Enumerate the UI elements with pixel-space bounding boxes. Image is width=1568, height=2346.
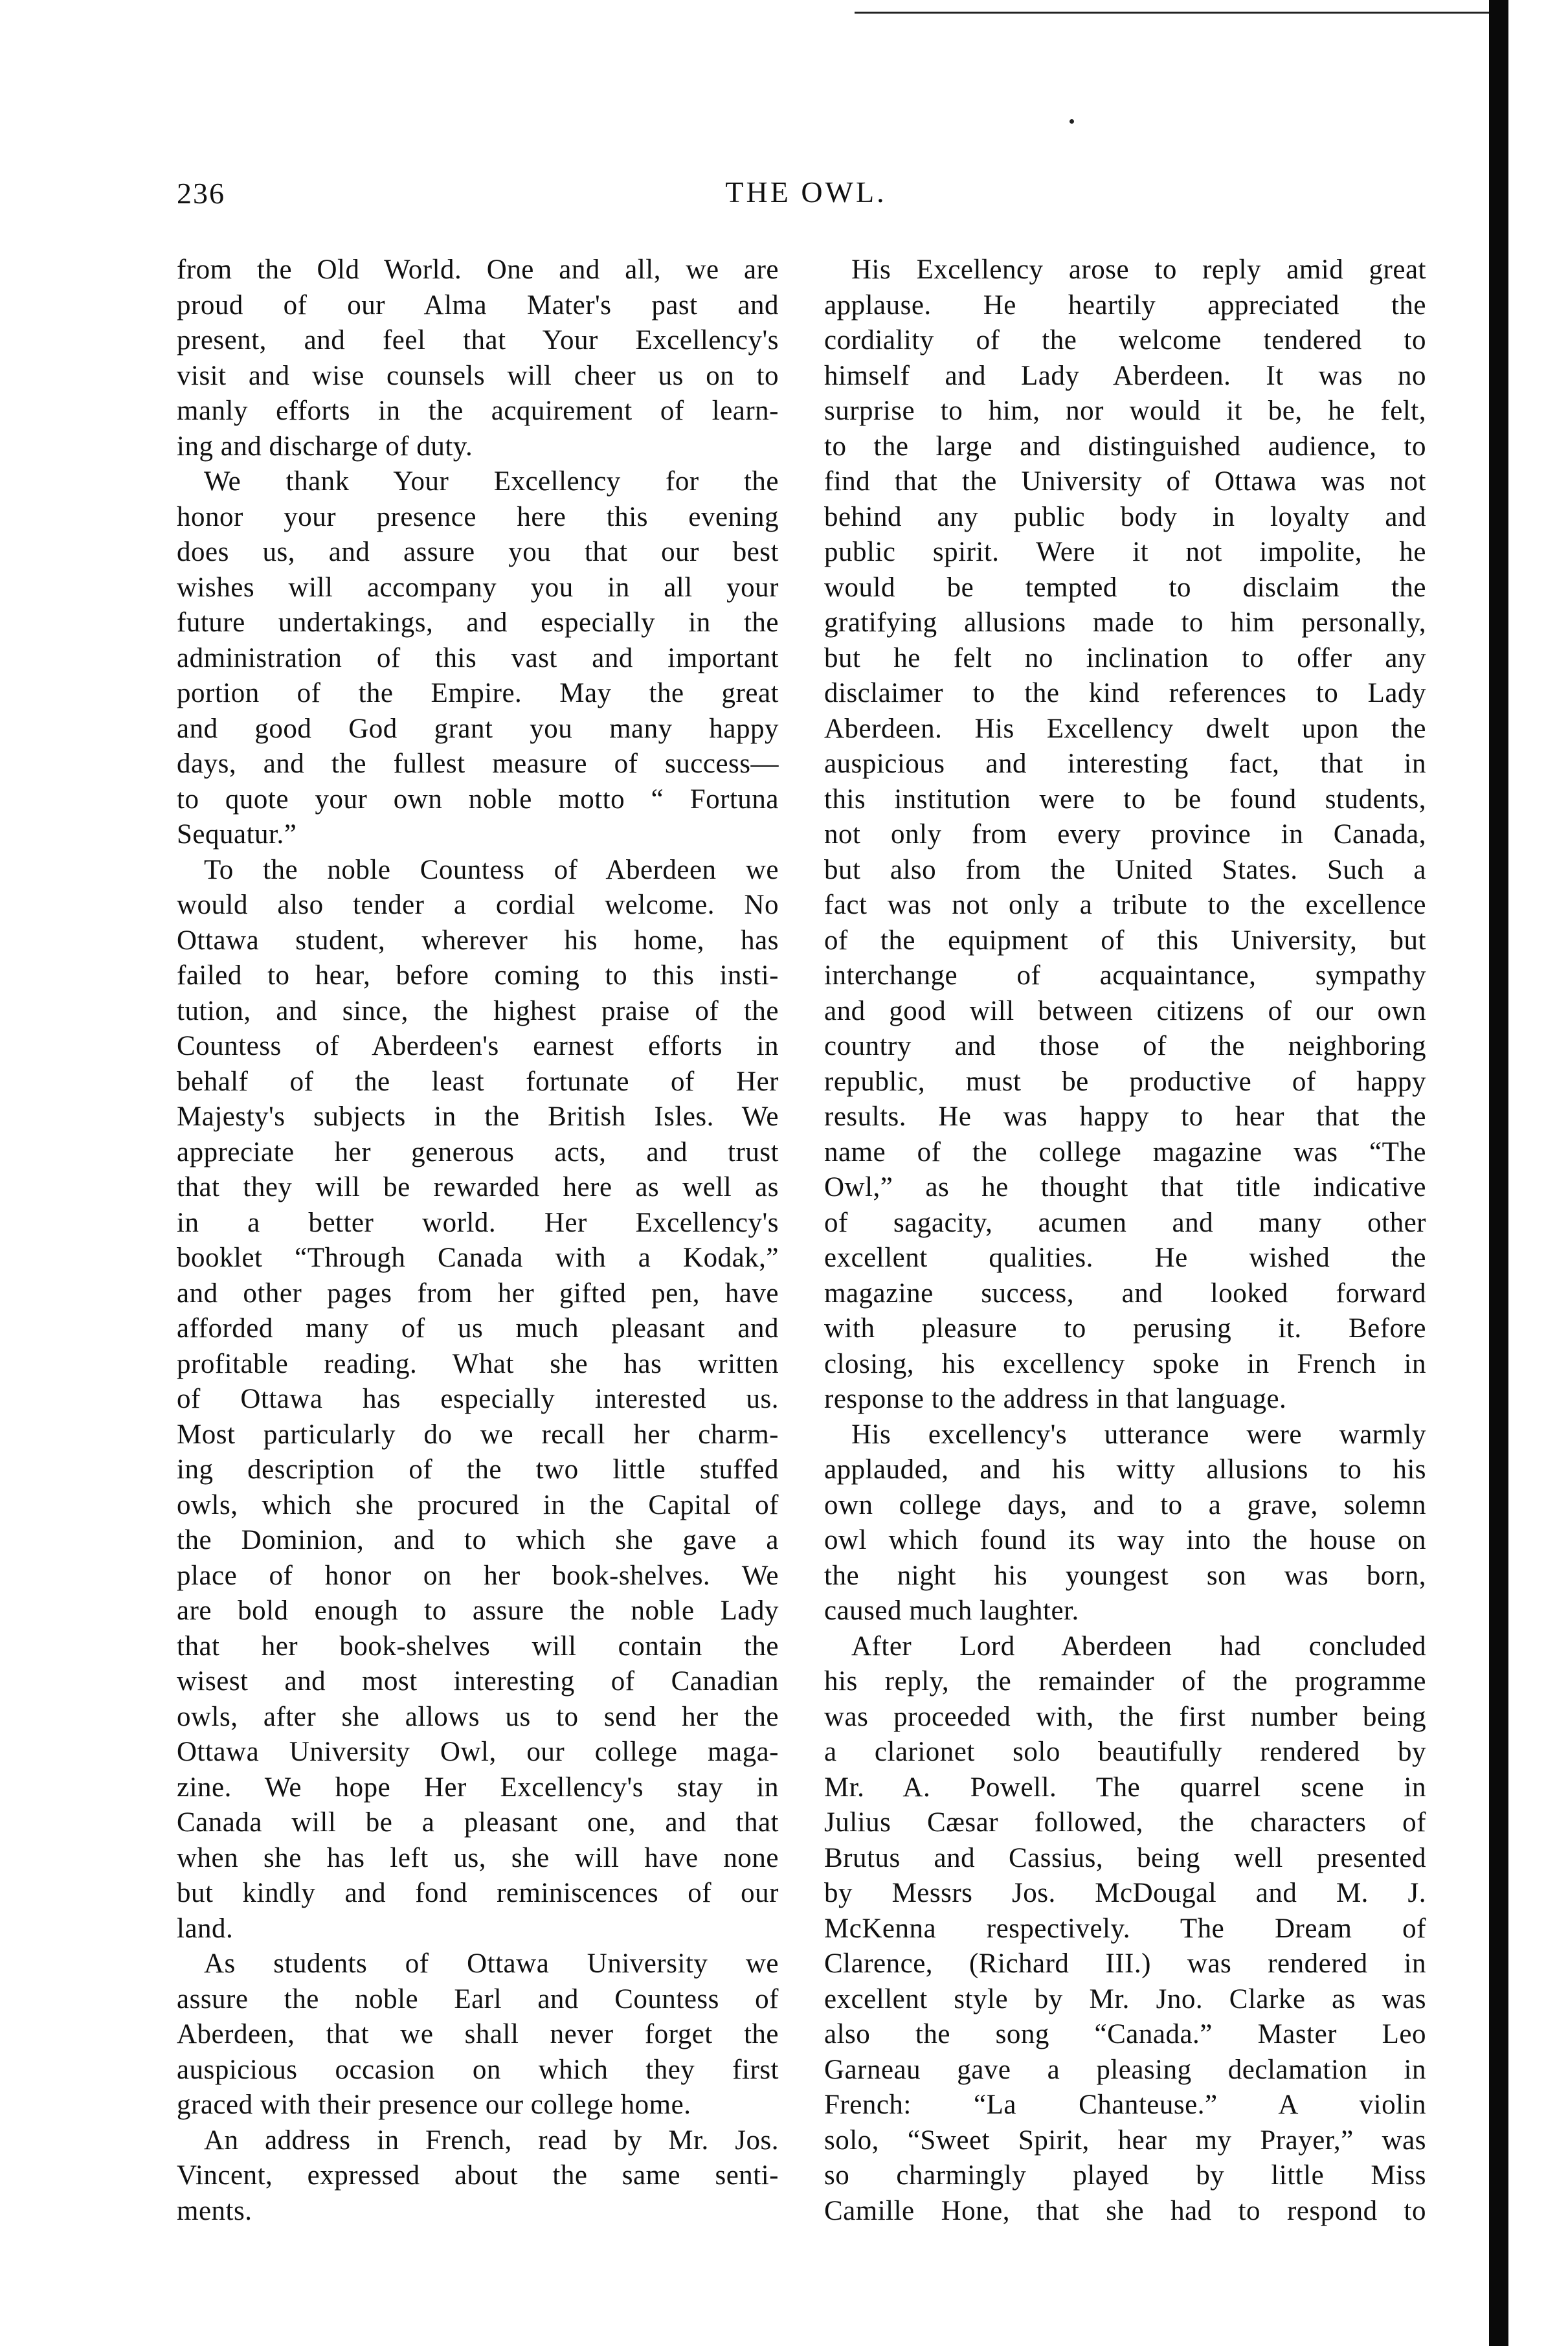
- text-line: Canada will be a pleasant one, and that: [177, 1807, 779, 1838]
- text-line: Countess of Aberdeen's earnest efforts in: [177, 1031, 779, 1061]
- text-line: administration of this vast and important: [177, 642, 779, 673]
- text-line: find that the University of Ottawa was not: [824, 466, 1426, 497]
- text-line: appreciate her generous acts, and trust: [177, 1136, 779, 1167]
- text-line: land.: [177, 1913, 234, 1944]
- text-line: own college days, and to a grave, solemn: [824, 1489, 1426, 1520]
- text-line: His Excellency arose to reply amid great: [851, 254, 1426, 285]
- text-line: of the equipment of this University, but: [824, 925, 1426, 956]
- text-line: with pleasure to perusing it. Before: [824, 1313, 1426, 1344]
- text-line: the night his youngest son was born,: [824, 1560, 1426, 1591]
- text-line: Camille Hone, that she had to respond to: [824, 2195, 1426, 2226]
- text-line: ing and discharge of duty.: [177, 431, 473, 462]
- text-line: name of the college magazine was “The: [824, 1136, 1426, 1167]
- text-line: Owl,” as he thought that title indicative: [824, 1172, 1426, 1202]
- text-line: his reply, the remainder of the programme: [824, 1666, 1426, 1697]
- text-line: graced with their presence our college home.: [177, 2090, 691, 2120]
- text-line: and good God grant you many happy: [177, 713, 779, 744]
- text-line: An address in French, read by Mr. Jos.: [204, 2125, 779, 2156]
- text-line: interchange of acquaintance, sympathy: [824, 960, 1426, 991]
- text-line: a clarionet solo beautifully rendered by: [824, 1737, 1426, 1767]
- text-line: and good will between citizens of our own: [824, 995, 1426, 1026]
- text-line: auspicious occasion on which they first: [177, 2054, 779, 2085]
- text-line: Garneau gave a pleasing declamation in: [824, 2054, 1426, 2085]
- text-line: excellent qualities. He wished the: [824, 1243, 1426, 1273]
- text-line: After Lord Aberdeen had concluded: [851, 1630, 1426, 1662]
- text-line: profitable reading. What she has written: [177, 1348, 779, 1379]
- running-head: THE OWL.: [725, 175, 887, 209]
- text-line: owls, which she procured in the Capital of: [177, 1489, 779, 1520]
- text-line: also the song “Canada.” Master Leo: [824, 2019, 1426, 2049]
- text-line: present, and feel that Your Excellency's: [177, 325, 779, 355]
- text-line: McKenna respectively. The Dream of: [824, 1913, 1426, 1944]
- text-line: the Dominion, and to which she gave a: [177, 1525, 779, 1555]
- text-line: Majesty's subjects in the British Isles. We: [177, 1101, 779, 1132]
- text-line: country and those of the neighboring: [824, 1031, 1426, 1061]
- text-line: assure the noble Earl and Countess of: [177, 1983, 779, 2014]
- text-line: to the large and distinguished audience, to: [824, 431, 1426, 462]
- text-line: not only from every province in Canada,: [824, 819, 1426, 850]
- text-line: of Ottawa has especially interested us.: [177, 1384, 779, 1414]
- text-line: proud of our Alma Mater's past and: [177, 289, 779, 321]
- text-line: was proceeded with, the first number being: [824, 1701, 1426, 1732]
- text-line: applauded, and his witty allusions to his: [824, 1454, 1426, 1485]
- text-line: public spirit. Were it not impolite, he: [824, 537, 1426, 567]
- text-line: applause. He heartily appreciated the: [824, 289, 1426, 321]
- text-line: We thank Your Excellency for the: [204, 466, 779, 497]
- text-line: visit and wise counsels will cheer us on to: [177, 360, 779, 391]
- text-line: wishes will accompany you in all your: [177, 572, 779, 603]
- text-line: Aberdeen. His Excellency dwelt upon the: [824, 713, 1426, 744]
- text-line: this institution were to be found students,: [824, 784, 1426, 815]
- scan-binding-shadow: [1489, 0, 1508, 2346]
- text-line: solo, “Sweet Spirit, hear my Prayer,” was: [824, 2125, 1426, 2156]
- text-line: but he felt no inclination to offer any: [824, 642, 1426, 673]
- text-line: does us, and assure you that our best: [177, 537, 779, 567]
- text-line: auspicious and interesting fact, that in: [824, 749, 1426, 779]
- text-line: are bold enough to assure the noble Lady: [177, 1596, 779, 1626]
- text-line: so charmingly played by little Miss: [824, 2160, 1426, 2191]
- paragraph: [177, 2123, 779, 2229]
- scan-top-edge-line: [855, 12, 1495, 14]
- scan-speck: [1070, 119, 1074, 124]
- text-line: to quote your own noble motto “ Fortuna: [177, 784, 779, 815]
- text-line: fact was not only a tribute to the excellence: [824, 890, 1426, 920]
- text-line: Most particularly do we recall her charm-: [177, 1419, 779, 1450]
- text-line: tution, and since, the highest praise of the: [177, 995, 779, 1026]
- text-line: from the Old World. One and all, we are: [177, 254, 779, 285]
- text-line: republic, must be productive of happy: [824, 1066, 1426, 1097]
- text-line: behind any public body in loyalty and: [824, 501, 1426, 532]
- text-line: Brutus and Cassius, being well presented: [824, 1842, 1426, 1873]
- text-line: closing, his excellency spoke in French in: [824, 1348, 1426, 1379]
- text-line: surprise to him, nor would it be, he felt,: [824, 396, 1426, 426]
- text-line: booklet “Through Canada with a Kodak,”: [177, 1243, 779, 1273]
- text-line: Julius Cæsar followed, the characters of: [824, 1807, 1426, 1838]
- paragraph: [177, 464, 779, 853]
- text-line: in a better world. Her Excellency's: [177, 1207, 779, 1238]
- text-line: zine. We hope Her Excellency's stay in: [177, 1772, 779, 1803]
- paragraph: [177, 1946, 779, 2123]
- text-line: results. He was happy to hear that the: [824, 1101, 1426, 1132]
- text-line: To the noble Countess of Aberdeen we: [204, 854, 779, 885]
- text-line: Ottawa University Owl, our college maga-: [177, 1737, 779, 1767]
- text-line: but also from the United States. Such a: [824, 854, 1426, 885]
- text-line: magazine success, and looked forward: [824, 1278, 1426, 1309]
- text-line: gratifying allusions made to him personally,: [824, 607, 1426, 638]
- text-line: His excellency's utterance were warmly: [851, 1419, 1426, 1450]
- text-line: and other pages from her gifted pen, have: [177, 1278, 779, 1309]
- text-line: honor your presence here this evening: [177, 501, 779, 532]
- page-number: 236: [177, 177, 225, 210]
- text-line: cordiality of the welcome tendered to: [824, 325, 1426, 355]
- text-line: would also tender a cordial welcome. No: [177, 890, 779, 920]
- text-line: Clarence, (Richard III.) was rendered in: [824, 1948, 1426, 1979]
- text-line: days, and the fullest measure of success—: [177, 749, 779, 779]
- text-line: owls, after she allows us to send her the: [177, 1701, 779, 1732]
- right-column: [824, 253, 1426, 2229]
- text-line: Aberdeen, that we shall never forget the: [177, 2019, 779, 2049]
- text-line: owl which found its way into the house on: [824, 1525, 1426, 1555]
- text-line: excellent style by Mr. Jno. Clarke as was: [824, 1983, 1426, 2014]
- text-line: wisest and most interesting of Canadian: [177, 1666, 779, 1697]
- text-line: As students of Ottawa University we: [204, 1948, 779, 1979]
- text-line: that her book-shelves will contain the: [177, 1630, 779, 1662]
- text-line: future undertakings, and especially in the: [177, 607, 779, 638]
- text-line: failed to hear, before coming to this insti-: [177, 960, 779, 991]
- text-line: response to the address in that language.: [824, 1384, 1287, 1414]
- text-line: that they will be rewarded here as well as: [177, 1172, 779, 1202]
- text-line: ments.: [177, 2195, 252, 2226]
- paragraph: [824, 1417, 1426, 1629]
- text-line: when she has left us, she will have none: [177, 1842, 779, 1873]
- text-line: would be tempted to disclaim the: [824, 572, 1426, 603]
- paragraph: [177, 253, 779, 464]
- text-line: behalf of the least fortunate of Her: [177, 1066, 779, 1097]
- text-line: afforded many of us much pleasant and: [177, 1313, 779, 1344]
- text-line: Sequatur.”: [177, 819, 297, 850]
- text-line: disclaimer to the kind references to Lady: [824, 678, 1426, 708]
- text-line: by Messrs Jos. McDougal and M. J.: [824, 1878, 1426, 1908]
- text-line: himself and Lady Aberdeen. It was no: [824, 360, 1426, 391]
- paragraph: [824, 1629, 1426, 2229]
- text-line: Mr. A. Powell. The quarrel scene in: [824, 1772, 1426, 1803]
- text-line: place of honor on her book-shelves. We: [177, 1560, 779, 1591]
- text-line: French: “La Chanteuse.” A violin: [824, 2090, 1426, 2120]
- left-column: [177, 253, 779, 2229]
- text-line: but kindly and fond reminiscences of our: [177, 1878, 779, 1908]
- text-line: Vincent, expressed about the same senti-: [177, 2160, 779, 2191]
- text-line: caused much laughter.: [824, 1596, 1079, 1626]
- paragraph: [177, 853, 779, 1947]
- text-line: manly efforts in the acquirement of learn-: [177, 396, 779, 426]
- paragraph: [824, 253, 1426, 1417]
- text-line: portion of the Empire. May the great: [177, 678, 779, 708]
- text-line: ing description of the two little stuffed: [177, 1454, 779, 1485]
- text-line: Ottawa student, wherever his home, has: [177, 925, 779, 956]
- text-line: of sagacity, acumen and many other: [824, 1207, 1426, 1238]
